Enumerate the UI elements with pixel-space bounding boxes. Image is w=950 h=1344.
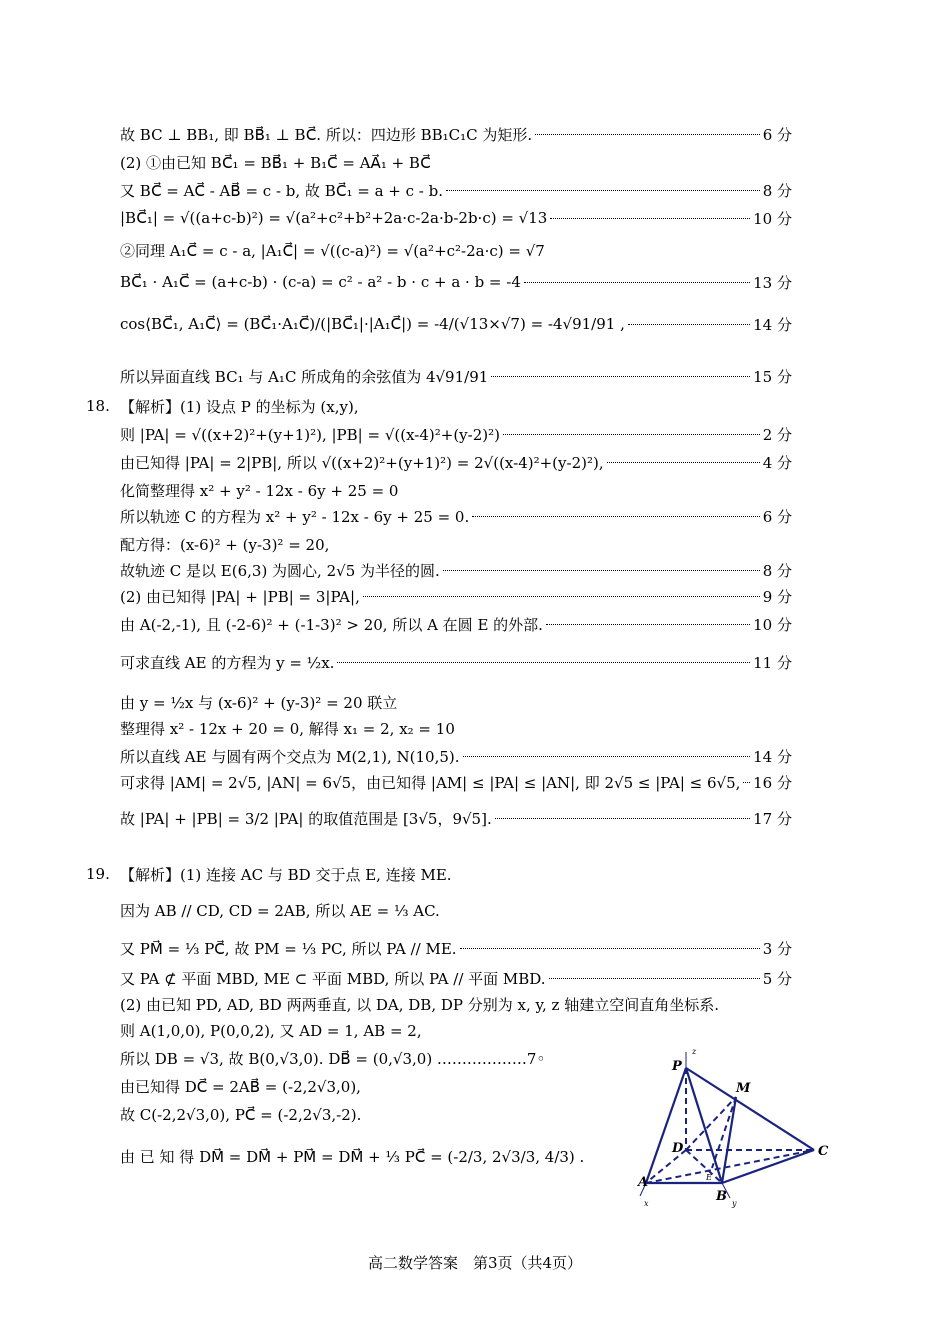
solution-line: [120, 584, 792, 608]
solution-line-text: 由已知得 DC⃗ = 2AB⃗ = (-2,2√3,0),: [120, 1077, 361, 1096]
solution-line-text: 又 PA ⊄ 平面 MBD, ME ⊂ 平面 MBD, 所以 PA // 平面 MBD.: [120, 969, 546, 988]
page-footer: 高二数学答案 第3页（共4页）: [367, 1254, 583, 1272]
solution-line: [120, 306, 792, 342]
solution-line-text: 所以直线 AE 与圆有两个交点为 M(2,1), N(10,5).: [120, 747, 460, 766]
score-label: 17 分: [753, 809, 792, 828]
solution-line: [120, 744, 792, 768]
score-label: 11 分: [753, 653, 792, 672]
dot-leader: [549, 978, 760, 979]
solution-line-text: 则 A(1,0,0), P(0,0,2), 又 AD = 1, AB = 2,: [120, 1021, 422, 1040]
score-label: 14 分: [753, 747, 792, 766]
label-B: B: [716, 1189, 727, 1204]
score-label: 16 分: [753, 773, 792, 792]
score-label: 2 分: [762, 425, 792, 444]
solution-line-text: 所以轨迹 C 的方程为 x² + y² - 12x - 6y + 25 = 0.: [120, 507, 470, 526]
solution-line-text: (2) ①由已知 BC⃗₁ = BB⃗₁ + B₁C⃗ = AA⃗₁ + BC⃗: [120, 153, 431, 172]
solution-line: [120, 1074, 640, 1098]
solution-line-text: 由 y = ½x 与 (x-6)² + (y-3)² = 20 联立: [120, 693, 398, 712]
solution-line: [120, 966, 792, 990]
edge-BC: [722, 1150, 814, 1183]
label-C: C: [818, 1144, 829, 1159]
solution-line: [120, 716, 792, 740]
solution-line: [120, 422, 792, 446]
solution-line-text: (2) 由已知 PD, AD, BD 两两垂直, 以 DA, DB, DP 分别为 x, y, z 轴建立空间直角坐标系.: [120, 995, 719, 1014]
dot-leader: [446, 190, 760, 191]
dot-leader: [546, 624, 750, 625]
solution-line-text: 配方得：(x-6)² + (y-3)² = 20,: [120, 535, 330, 554]
solution-line: [120, 892, 792, 928]
dot-leader: [463, 756, 751, 757]
score-label: 6 分: [762, 507, 792, 526]
score-label: 9 分: [762, 587, 792, 606]
solution-line: [120, 206, 792, 230]
solution-line-text: 可求直线 AE 的方程为 y = ½x.: [120, 653, 335, 672]
solution-line: [120, 450, 792, 474]
solution-line: [120, 358, 792, 394]
score-label: 3 分: [762, 939, 792, 958]
score-label: 13 分: [753, 273, 792, 292]
label-P: P: [672, 1059, 682, 1074]
dot-leader: [491, 376, 750, 377]
solution-line: [120, 992, 792, 1016]
label-M: M: [736, 1081, 751, 1096]
solution-line-text: ②同理 A₁C⃗ = c - a, |A₁C⃗| = √((c-a)²) = √(a²+c²-2a·c) = √7: [120, 241, 545, 260]
solution-line-text: 可求得 |AM| = 2√5, |AN| = 6√5，由已知得 |AM| ≤ |PA| ≤ |AN|, 即 2√5 ≤ |PA| ≤ 6√5,: [120, 773, 741, 792]
solution-line-text: 故 C(-2,2√3,0), PC⃗ = (-2,2√3,-2).: [120, 1105, 362, 1124]
solution-line: [120, 1138, 640, 1174]
question-number-19: 19.: [86, 865, 110, 883]
score-label: 8 分: [762, 561, 792, 580]
solution-line: [120, 394, 792, 418]
label-y: y: [732, 1199, 737, 1208]
solution-line-text: 【解析】(1) 设点 P 的坐标为 (x,y),: [120, 397, 359, 416]
score-label: 8 分: [762, 181, 792, 200]
dot-leader: [535, 134, 760, 135]
solution-line: [120, 238, 792, 262]
solution-line: [120, 612, 792, 636]
solution-line: [120, 122, 792, 146]
solution-line: [120, 770, 792, 794]
solution-line: [120, 644, 792, 680]
solution-line-text: 【解析】(1) 连接 AC 与 BD 交于点 E, 连接 ME.: [120, 865, 452, 884]
solution-line: [120, 684, 792, 720]
dot-leader: [363, 596, 760, 597]
score-label: 15 分: [753, 367, 792, 386]
dot-leader: [628, 324, 750, 325]
solution-line-text: 化简整理得 x² + y² - 12x - 6y + 25 = 0: [120, 481, 399, 500]
solution-line: [120, 800, 792, 836]
pyramid-figure: [636, 1048, 836, 1208]
solution-line-text: 整理得 x² - 12x + 20 = 0, 解得 x₁ = 2, x₂ = 10: [120, 719, 455, 738]
label-E: E: [706, 1173, 712, 1182]
solution-line-text: 故 |PA| + |PB| = 3/2 |PA| 的取值范围是 [3√5，9√5].: [120, 809, 492, 828]
solution-line-text: 又 PM⃗ = ⅓ PC⃗, 故 PM = ⅓ PC, 所以 PA // ME.: [120, 939, 457, 958]
solution-line: [120, 504, 792, 528]
solution-line-text: cos⟨BC⃗₁, A₁C⃗⟩ = (BC⃗₁·A₁C⃗)/(|BC⃗₁|·|A₁C⃗|) = -4/(√13×√7) = -4√91/91 ,: [120, 315, 625, 333]
dot-leader: [495, 818, 750, 819]
solution-line: [120, 1046, 640, 1070]
edge-ME: [712, 1097, 736, 1168]
dot-leader: [472, 516, 759, 517]
solution-line: [120, 178, 792, 202]
solution-line-text: 故 BC ⊥ BB₁, 即 BB⃗₁ ⊥ BC⃗. 所以：四边形 BB₁C₁C 为矩形.: [120, 125, 533, 144]
solution-line-text: 因为 AB // CD, CD = 2AB, 所以 AE = ⅓ AC.: [120, 901, 440, 920]
solution-line: [120, 478, 792, 502]
dot-leader: [743, 782, 750, 783]
solution-line-text: (2) 由已知得 |PA| + |PB| = 3|PA|,: [120, 587, 360, 606]
solution-line-text: 则 |PA| = √((x+2)²+(y+1)²), |PB| = √((x-4)²+(y-2)²): [120, 425, 500, 444]
solution-line-text: 又 BC⃗ = AC⃗ - AB⃗ = c - b, 故 BC⃗₁ = a + c - b.: [120, 181, 444, 200]
label-z: z: [692, 1048, 697, 1056]
dot-leader: [443, 570, 760, 571]
solution-line: [120, 862, 792, 886]
solution-line-text: 所以异面直线 BC₁ 与 A₁C 所成角的余弦值为 4√91/91: [120, 367, 489, 386]
dot-leader: [550, 218, 750, 219]
solution-line-text: BC⃗₁ · A₁C⃗ = (a+c-b) · (c-a) = c² - a² - b · c + a · b = -4: [120, 273, 521, 291]
solution-line-text: 故轨迹 C 是以 E(6,3) 为圆心, 2√5 为半径的圆.: [120, 561, 440, 580]
solution-line: [120, 558, 792, 582]
question-number-18: 18.: [86, 397, 110, 415]
solution-line-text: 由 已 知 得 DM⃗ = DM⃗ + PM⃗ = DM⃗ + ⅓ PC⃗ = (-2/3, 2√3/3, 4/3) .: [120, 1147, 585, 1166]
solution-line: [120, 270, 792, 294]
label-A: A: [638, 1175, 649, 1190]
score-label: 5 分: [762, 969, 792, 988]
solution-line: [120, 1102, 640, 1126]
score-label: 10 分: [753, 615, 792, 634]
score-label: 6 分: [762, 125, 792, 144]
score-label: 10 分: [753, 209, 792, 228]
dot-leader: [607, 462, 760, 463]
solution-line: [120, 150, 792, 174]
solution-line-text: 所以 DB = √3, 故 B(0,√3,0). DB⃗ = (0,√3,0) ………………7◦: [120, 1049, 546, 1068]
solution-line: [120, 1018, 640, 1042]
dot-leader: [337, 662, 750, 663]
dot-leader: [503, 434, 760, 435]
solution-line: [120, 930, 792, 966]
solution-line-text: |BC⃗₁| = √((a+c-b)²) = √(a²+c²+b²+2a·c-2a·b-2b·c) = √13: [120, 209, 548, 227]
dot-leader: [460, 948, 760, 949]
label-x: x: [644, 1199, 649, 1208]
solution-line-text: 由已知得 |PA| = 2|PB|, 所以 √((x+2)²+(y+1)²) = 2√((x-4)²+(y-2)²),: [120, 453, 604, 472]
dot-leader: [524, 282, 750, 283]
score-label: 14 分: [753, 315, 792, 334]
solution-line-text: 由 A(-2,-1), 且 (-2-6)² + (-1-3)² > 20, 所以 A 在圆 E 的外部.: [120, 615, 543, 634]
label-D: D: [672, 1141, 684, 1156]
score-label: 4 分: [762, 453, 792, 472]
solution-line: [120, 532, 792, 556]
